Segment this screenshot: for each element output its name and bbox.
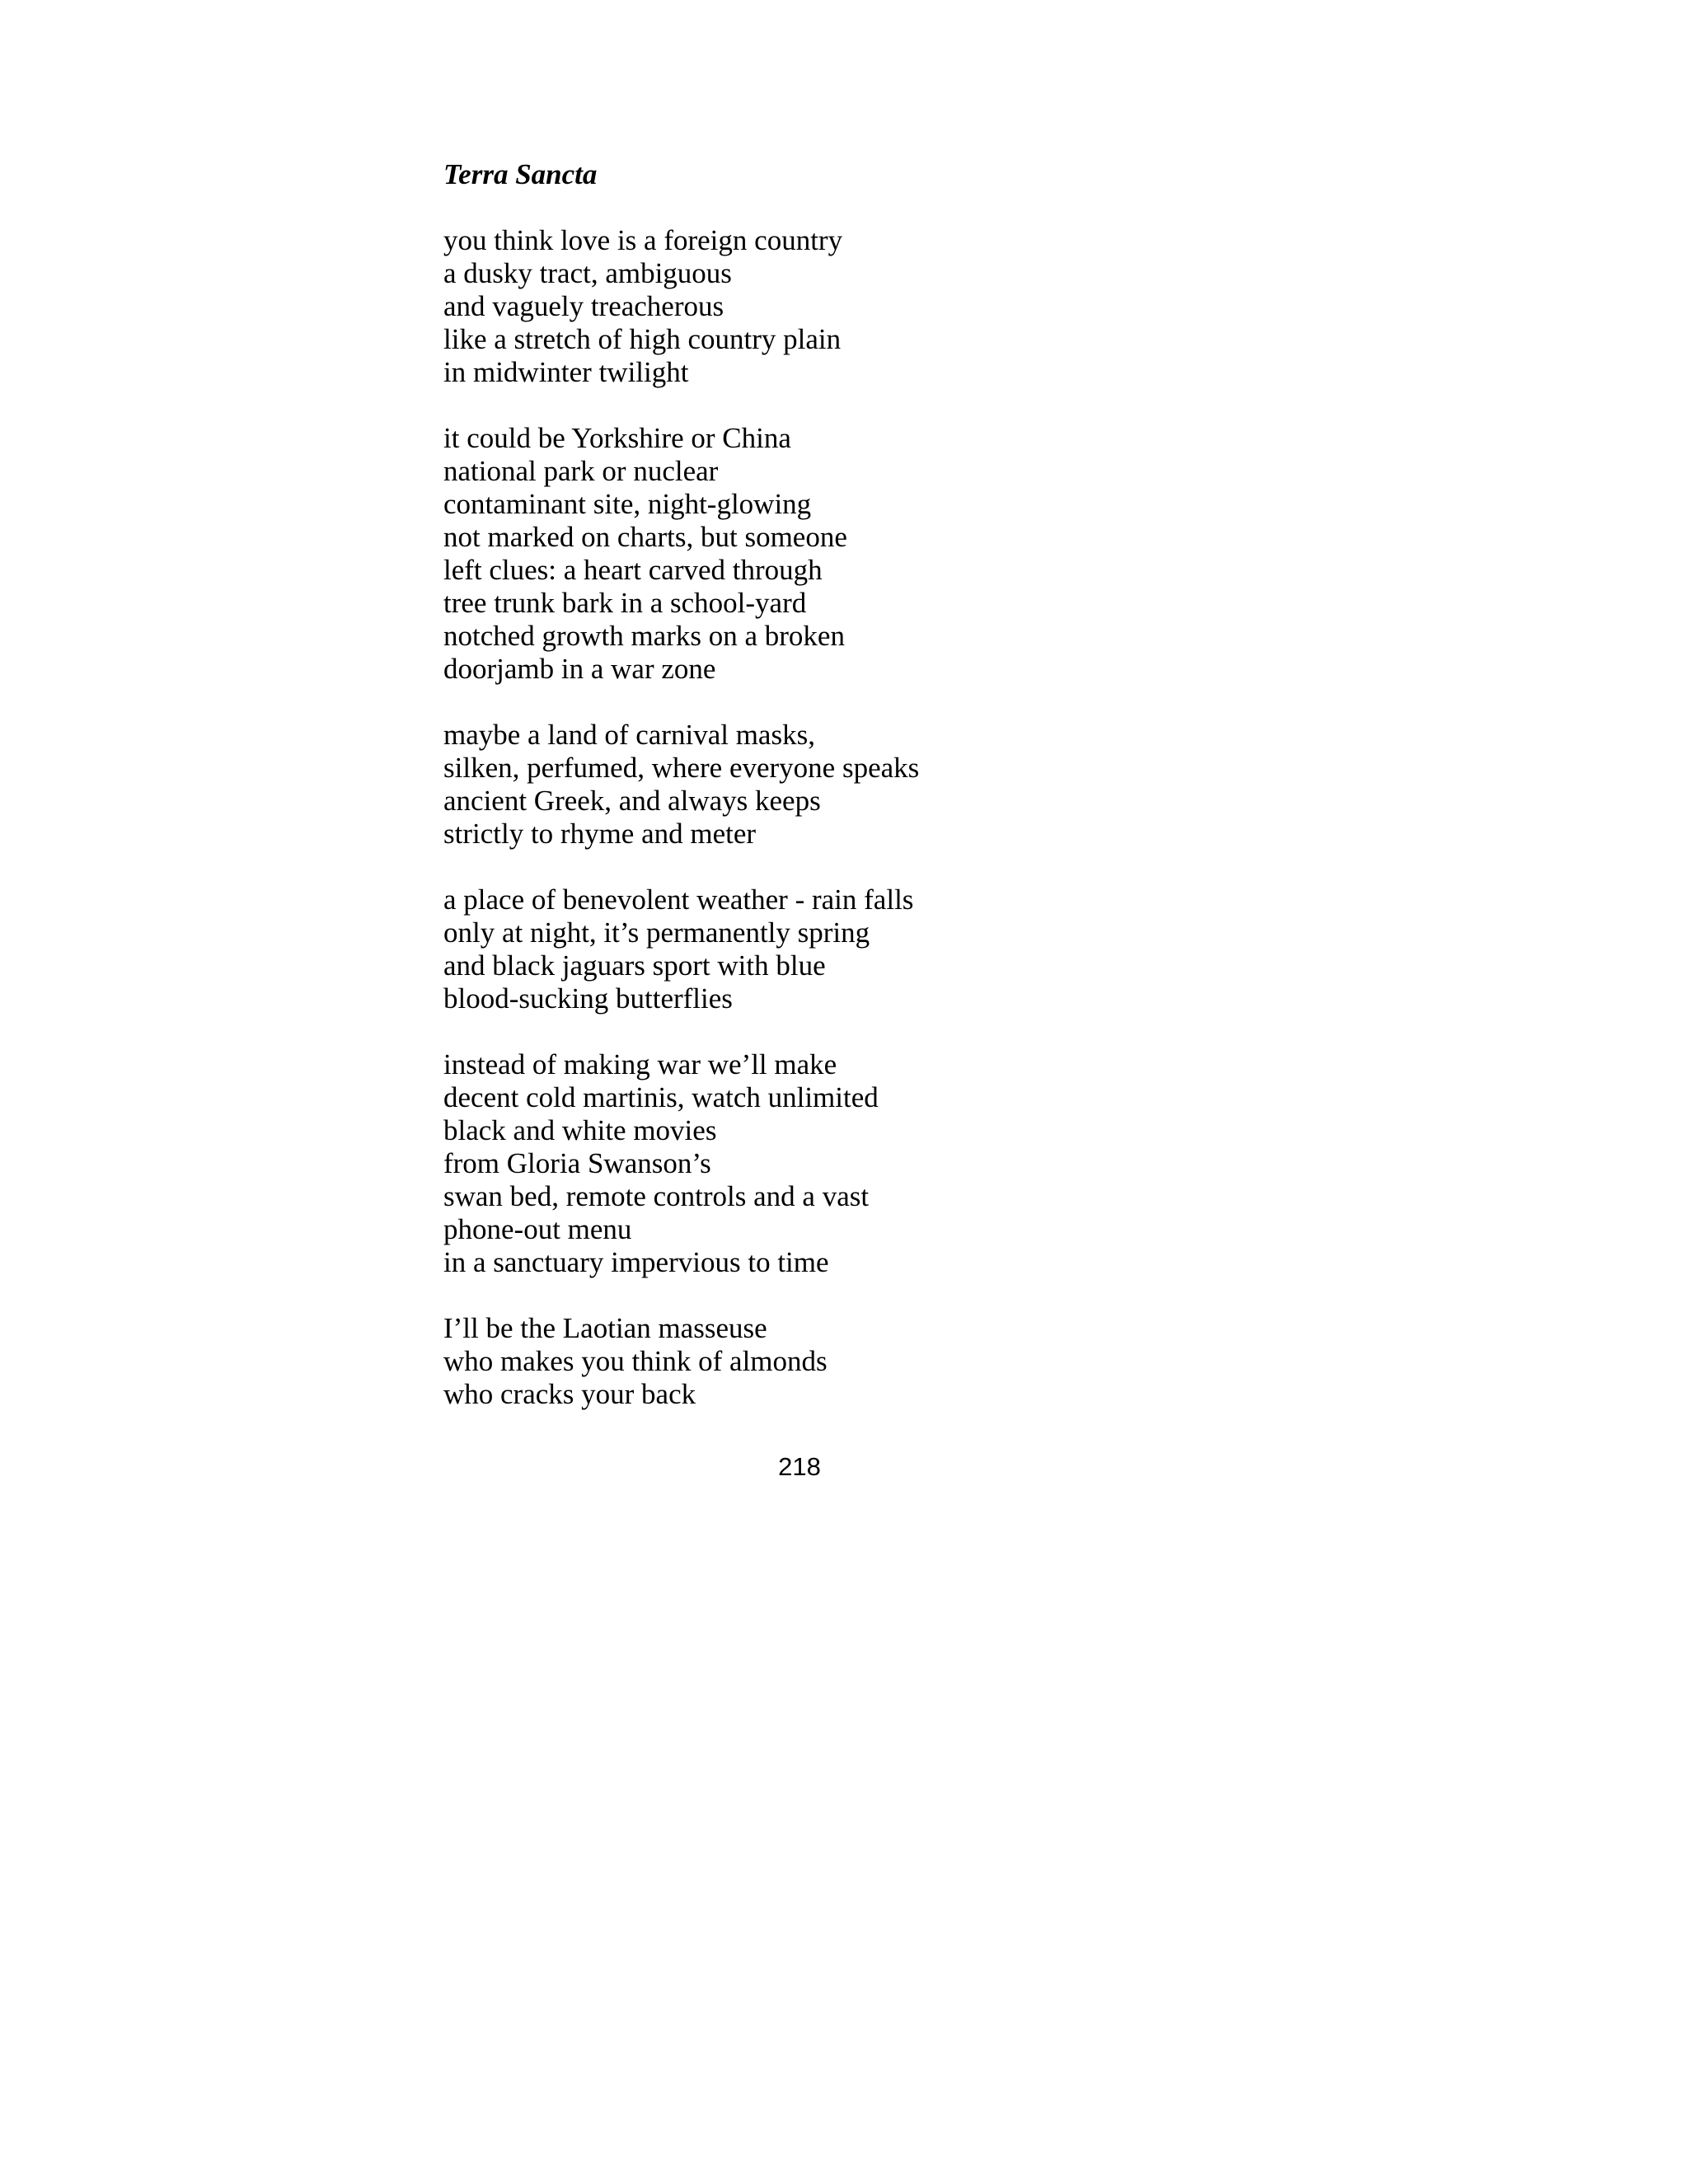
poem-line: from Gloria Swanson’s bbox=[443, 1147, 711, 1179]
poem bbox=[443, 158, 1268, 1444]
stanza-3 bbox=[443, 719, 1268, 851]
page-number: 218 bbox=[778, 1452, 821, 1481]
poem-line: and black jaguars sport with blue bbox=[443, 949, 826, 982]
poem-line: strictly to rhyme and meter bbox=[443, 818, 757, 850]
poem-line: ancient Greek, and always keeps bbox=[443, 785, 821, 817]
poem-line: silken, perfumed, where everyone speaks bbox=[443, 752, 920, 784]
poem-line: swan bed, remote controls and a vast bbox=[443, 1180, 870, 1212]
poem-line: tree trunk bark in a school-yard bbox=[443, 587, 807, 619]
poem-line: I’ll be the Laotian masseuse bbox=[443, 1312, 767, 1344]
poem-line: doorjamb in a war zone bbox=[443, 653, 716, 685]
poem-line: in midwinter twilight bbox=[443, 356, 689, 388]
stanza-4 bbox=[443, 883, 1268, 1015]
poem-line: it could be Yorkshire or China bbox=[443, 422, 791, 454]
stanza-6 bbox=[443, 1312, 1268, 1411]
stanza-1 bbox=[443, 224, 1268, 389]
stanza-2 bbox=[443, 422, 1268, 686]
poem-line: instead of making war we’ll make bbox=[443, 1048, 837, 1080]
poem-line: notched growth marks on a broken bbox=[443, 620, 845, 652]
poem-line: who makes you think of almonds bbox=[443, 1345, 828, 1377]
poem-line: and vaguely treacherous bbox=[443, 290, 724, 322]
poem-line: black and white movies bbox=[443, 1114, 717, 1146]
poem-line: you think love is a foreign country bbox=[443, 224, 843, 256]
poem-line: who cracks your back bbox=[443, 1378, 696, 1410]
poem-line: like a stretch of high country plain bbox=[443, 323, 842, 355]
poem-title: Terra Sancta bbox=[443, 158, 598, 190]
poem-line: a dusky tract, ambiguous bbox=[443, 257, 732, 289]
poem-line: not marked on charts, but someone bbox=[443, 521, 847, 553]
poem-line: contaminant site, night-glowing bbox=[443, 488, 812, 520]
poem-line: in a sanctuary impervious to time bbox=[443, 1246, 829, 1278]
poem-line: maybe a land of carnival masks, bbox=[443, 719, 815, 751]
poem-line: phone-out menu bbox=[443, 1213, 632, 1245]
poem-line: left clues: a heart carved through bbox=[443, 554, 823, 586]
poem-line: blood-sucking butterflies bbox=[443, 982, 733, 1015]
poem-line: only at night, it’s permanently spring bbox=[443, 916, 870, 949]
poem-line: decent cold martinis, watch unlimited bbox=[443, 1081, 879, 1113]
stanza-5 bbox=[443, 1048, 1268, 1279]
poem-line: national park or nuclear bbox=[443, 455, 719, 487]
poem-line: a place of benevolent weather - rain falls bbox=[443, 883, 914, 916]
